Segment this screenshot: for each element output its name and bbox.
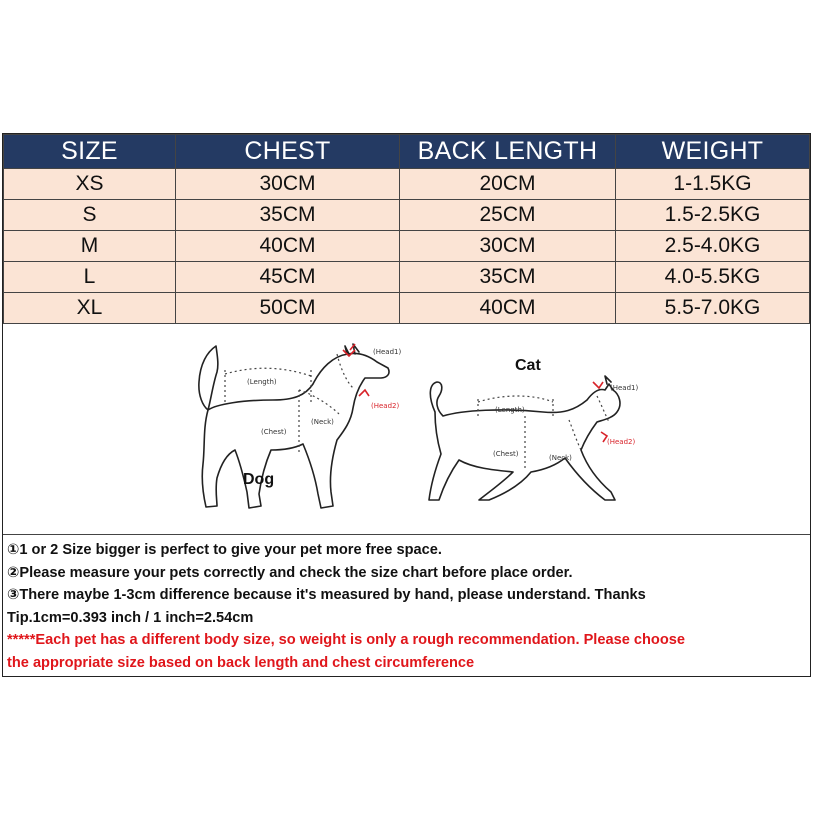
size-chart xyxy=(2,133,811,677)
cell-size: M xyxy=(4,231,176,262)
cat-length-label: (Length) xyxy=(495,406,525,414)
cell-weight: 1.5-2.5KG xyxy=(616,200,810,231)
size-table xyxy=(3,134,810,324)
cell-back-length: 20CM xyxy=(400,169,616,200)
cell-back-length: 25CM xyxy=(400,200,616,231)
cat-title: Cat xyxy=(515,357,541,374)
note-warning-1: *****Each pet has a different body size, so weight is only a rough recommendation. Please choose xyxy=(7,632,685,649)
cell-size: L xyxy=(4,262,176,293)
cat-head2-label: (Head2) xyxy=(607,438,636,446)
cell-size: XS xyxy=(4,169,176,200)
note-3: ③There maybe 1-3cm difference because it's measured by hand, please understand. Thanks xyxy=(7,587,646,604)
cat-neck-label: (Neck) xyxy=(549,454,572,462)
cell-weight: 1-1.5KG xyxy=(616,169,810,200)
dog-head1-label: (Head1) xyxy=(373,348,402,356)
dog-title: Dog xyxy=(243,471,275,488)
cell-chest: 50CM xyxy=(176,293,400,324)
cell-size: XL xyxy=(4,293,176,324)
cell-back-length: 35CM xyxy=(400,262,616,293)
cell-weight: 5.5-7.0KG xyxy=(616,293,810,324)
header-chest: CHEST xyxy=(176,135,400,169)
dog-length-label: (Length) xyxy=(247,378,277,386)
header-back-length: BACK LENGTH xyxy=(400,135,616,169)
table-row xyxy=(4,200,810,231)
cell-chest: 30CM xyxy=(176,169,400,200)
cell-weight: 2.5-4.0KG xyxy=(616,231,810,262)
cat-head1-label: (Head1) xyxy=(610,384,639,392)
cell-weight: 4.0-5.5KG xyxy=(616,262,810,293)
dog-outline-icon xyxy=(199,344,389,508)
note-tip: Tip.1cm=0.393 inch / 1 inch=2.54cm xyxy=(7,609,254,626)
table-header-row xyxy=(4,135,810,169)
cell-chest: 35CM xyxy=(176,200,400,231)
note-warning-2: the appropriate size based on back length and chest circumference xyxy=(7,654,475,671)
header-weight: WEIGHT xyxy=(616,135,810,169)
table-row xyxy=(4,231,810,262)
measurement-illustration xyxy=(3,324,810,535)
cat-chest-label: (Chest) xyxy=(493,450,519,458)
dog-chest-label: (Chest) xyxy=(261,428,287,436)
dog-neck-label: (Neck) xyxy=(311,418,334,426)
cell-size: S xyxy=(4,200,176,231)
cell-chest: 40CM xyxy=(176,231,400,262)
note-1: ①1 or 2 Size bigger is perfect to give your pet more free space. xyxy=(7,542,442,558)
table-row xyxy=(4,169,810,200)
dog-head2-label: (Head2) xyxy=(371,402,400,410)
table-row xyxy=(4,293,810,324)
cell-back-length: 30CM xyxy=(400,231,616,262)
cell-back-length: 40CM xyxy=(400,293,616,324)
note-2: ②Please measure your pets correctly and check the size chart before place order. xyxy=(7,564,573,581)
sizing-notes xyxy=(3,535,810,675)
header-size: SIZE xyxy=(4,135,176,169)
pet-measure-diagram xyxy=(3,324,809,534)
table-row xyxy=(4,262,810,293)
cell-chest: 45CM xyxy=(176,262,400,293)
